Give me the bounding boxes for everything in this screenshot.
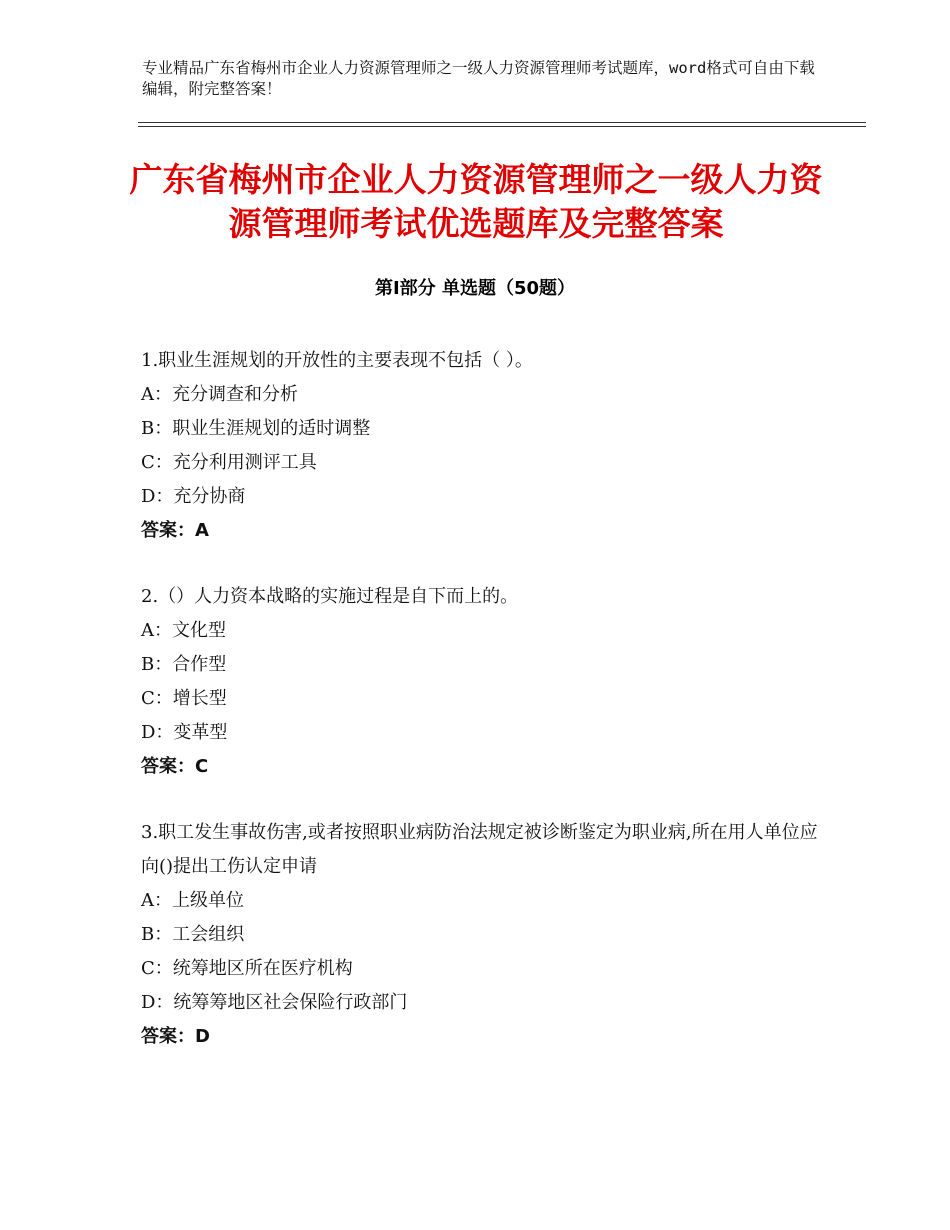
option-b: B：合作型 (141, 654, 227, 675)
header-rule-top (138, 122, 866, 123)
option-a: A：充分调查和分析 (141, 384, 298, 405)
question-3 (141, 816, 821, 1054)
answer: 答案：A (141, 520, 209, 541)
header-note: 专业精品广东省梅州市企业人力资源管理师之一级人力资源管理师考试题库，word格式可自由下载编辑，附完整答案！ (142, 59, 815, 98)
option-d: D：变革型 (141, 722, 228, 743)
question-stem: 1.职业生涯规划的开放性的主要表现不包括（ ）。 (141, 350, 533, 371)
option-c: C：充分利用测评工具 (141, 452, 317, 473)
option-d: D：统筹筹地区社会保险行政部门 (141, 992, 408, 1013)
answer: 答案：C (141, 756, 209, 777)
question-list (141, 344, 821, 1086)
option-c: C：增长型 (141, 688, 227, 709)
section-title: 第Ⅰ部分 单选题（50题） (374, 278, 575, 299)
question-1 (141, 344, 821, 548)
header-rule-bottom (138, 126, 866, 127)
option-c: C：统筹地区所在医疗机构 (141, 958, 353, 979)
question-stem: 3.职工发生事故伤害,或者按照职业病防治法规定被诊断鉴定为职业病,所在用人单位应向()提出工伤认定申请 (141, 822, 818, 877)
option-b: B：工会组织 (141, 924, 245, 945)
question-stem: 2.（）人力资本战略的实施过程是自下而上的。 (141, 586, 519, 607)
answer: 答案：D (141, 1026, 210, 1047)
option-a: A：上级单位 (141, 890, 244, 911)
option-a: A：文化型 (141, 620, 226, 641)
option-b: B：职业生涯规划的适时调整 (141, 418, 371, 439)
document-title: 广东省梅州市企业人力资源管理师之一级人力资源管理师考试优选题库及完整答案 (129, 160, 823, 243)
question-2 (141, 580, 821, 784)
option-d: D：充分协商 (141, 486, 246, 507)
